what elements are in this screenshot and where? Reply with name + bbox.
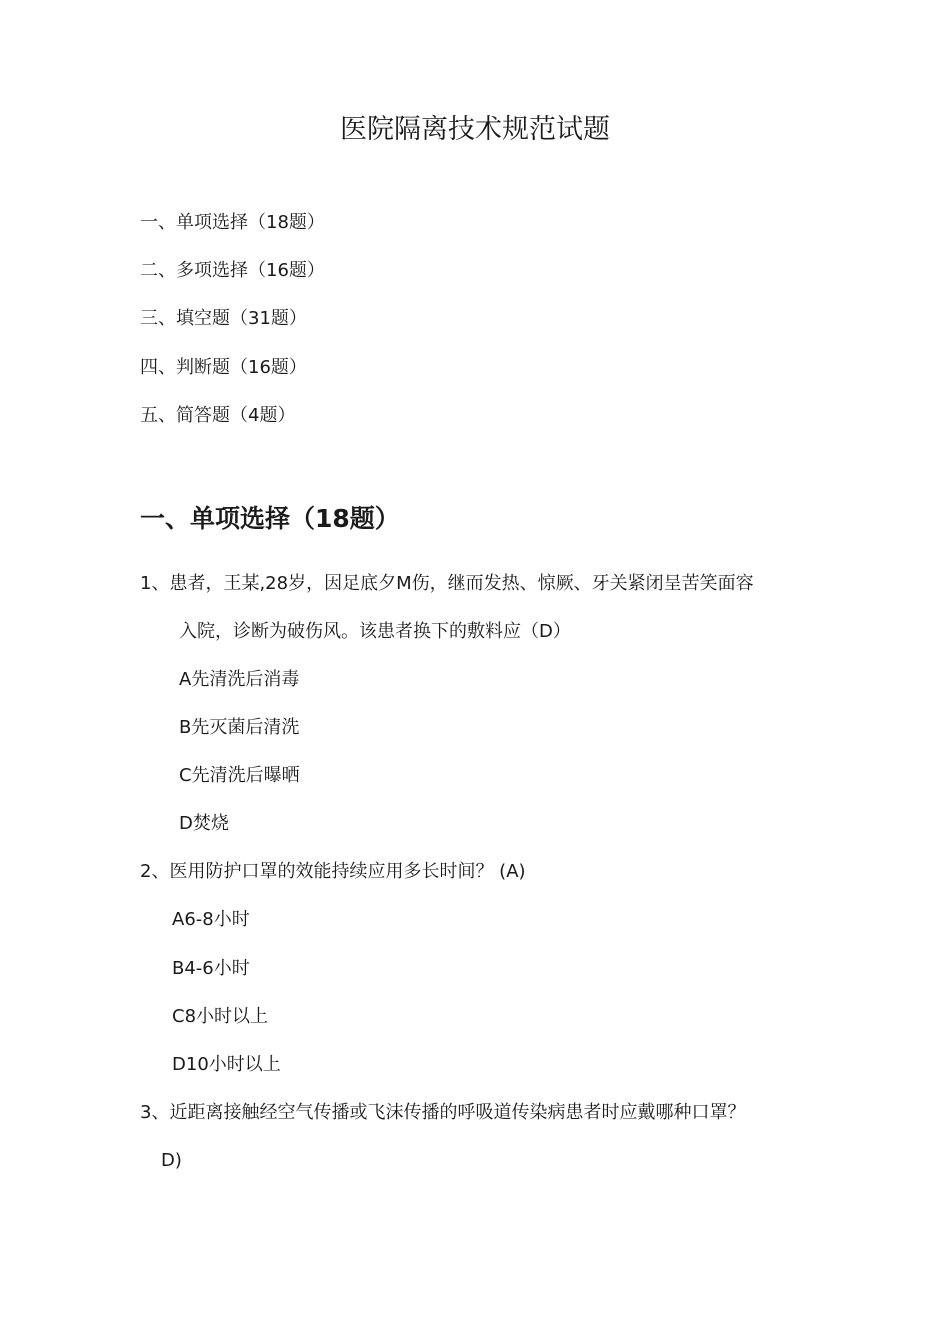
answer-option: D10小时以上: [172, 1054, 281, 1075]
answer-option: D焚烧: [179, 813, 229, 834]
answer-option: C8小时以上: [172, 1006, 269, 1027]
question-stem-continued: 入院，诊断为破伤风。该患者换下的敷料应（D）: [179, 621, 571, 642]
document-title: 医院隔离技术规范试题: [340, 114, 610, 145]
toc-item: 四、判断题（16题）: [140, 357, 307, 378]
question-stem-continued: D): [161, 1150, 182, 1171]
answer-option: A6-8小时: [172, 909, 250, 930]
answer-option: C先清洗后曝晒: [179, 765, 300, 786]
answer-option: A先清洗后消毒: [179, 669, 300, 690]
toc-item: 三、填空题（31题）: [140, 308, 307, 329]
toc-item: 二、多项选择（16题）: [140, 260, 325, 281]
question-stem: 1、患者，王某,28岁，因足底夕M伤，继而发热、惊厥、牙关紧闭呈苦笑面容: [140, 573, 754, 594]
section-heading: 一、单项选择（18题）: [140, 504, 400, 533]
toc-item: 五、简答题（4题）: [140, 405, 296, 426]
question-stem: 2、医用防护口罩的效能持续应用多长时间？ (A): [140, 861, 526, 882]
answer-option: B先灭菌后清洗: [179, 717, 300, 738]
answer-option: B4-6小时: [172, 958, 250, 979]
question-stem: 3、近距离接触经空气传播或飞沫传播的呼吸道传染病患者时应戴哪种口罩？: [140, 1102, 746, 1123]
toc-item: 一、单项选择（18题）: [140, 212, 325, 233]
